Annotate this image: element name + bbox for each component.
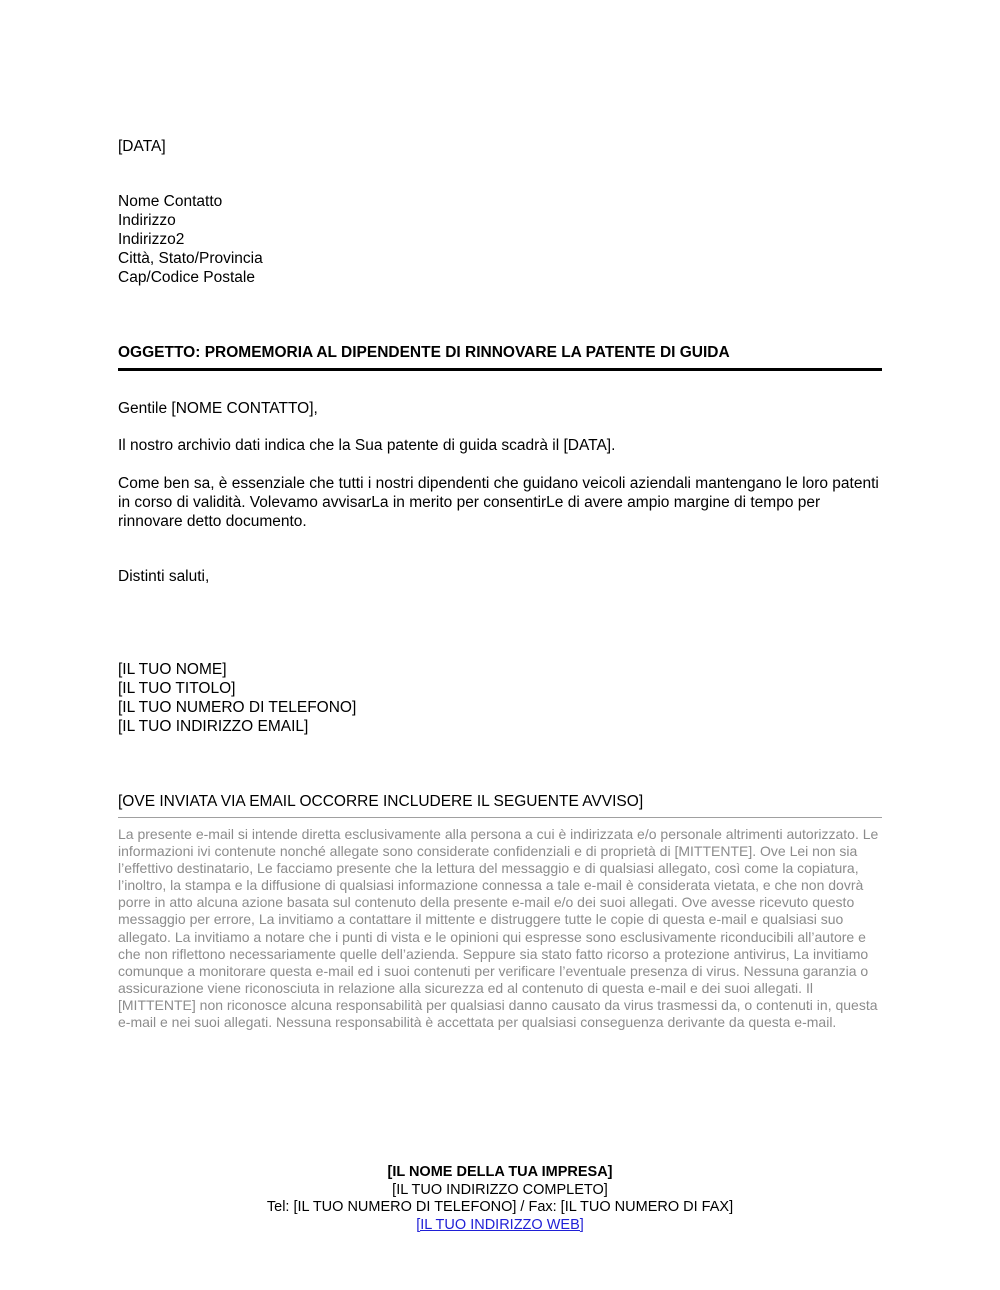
- body-paragraph-1: Il nostro archivio dati indica che la Sua patente di guida scadrà il [DATA].: [118, 437, 616, 454]
- letter-date: [DATA]: [118, 138, 166, 155]
- subject-divider: [118, 368, 882, 371]
- signature-block: [118, 660, 882, 736]
- email-disclaimer: La presente e-mail si intende diretta esclusivamente alla persona a cui è indirizzata e/o personale altrimenti autorizzato. Le informazioni ivi contenute nonché allegate sono considerate confidenziali e di proprietà di [MITTENTE]. Ove Lei non sia l’effettivo destinatario, Le facciamo presente che la lettura del messaggio e di qualsiasi allegato, così come la copiatura, l’inoltro, la stampa e la diffusione di qualsiasi informazione connessa a tale e-mail è considerata vietata, e che non dovrà porre in atto alcuna azione basata sul contenuto della presente e-mail e/o dei suoi allegati. Ove avesse ricevuto questo messaggio per errore, La invitiamo a contattare il mittente e distruggere tutte le copie di questa e-mail e qualsiasi suo allegato. La invitiamo a notare che i punti di vista e le opinioni qui espresse sono esclusivamente riconducibili all’autore e che non riflettono necessariamente quelle dell’azienda. Seppure sia stato fatto ricorso a protezione antivirus, La invitiamo comunque a monitorare questa e-mail ed i suoi contenuti per verificare l’eventuale presenza di virus. Nessuna garanzia o assicurazione viene riconosciuta in relazione alla sicurezza ed al contenuto di questa e-mail e dei suoi allegati. Il [MITTENTE] non riconosce alcuna responsabilità per qualsiasi danno causato da virus trasmessi da, o contenuti in, questa e-mail e nei suoi allegati. Nessuna responsabilità è accettata per qualsiasi conseguenza derivante da questa e-mail.: [118, 826, 879, 1031]
- company-footer: [0, 1164, 1000, 1234]
- signature-email: [IL TUO INDIRIZZO EMAIL]: [118, 718, 309, 735]
- signature-title: [IL TUO TITOLO]: [118, 680, 236, 697]
- recipient-city-state: Città, Stato/Provincia: [118, 250, 263, 267]
- recipient-address-line1: Indirizzo: [118, 212, 176, 229]
- subject-line: OGGETTO: PROMEMORIA AL DIPENDENTE DI RINNOVARE LA PATENTE DI GUIDA: [118, 344, 730, 361]
- footer-website-link[interactable]: [IL TUO INDIRIZZO WEB]: [416, 1216, 584, 1233]
- recipient-name: Nome Contatto: [118, 193, 223, 210]
- footer-address: [IL TUO INDIRIZZO COMPLETO]: [392, 1181, 608, 1198]
- footer-company-name: [IL NOME DELLA TUA IMPRESA]: [387, 1164, 613, 1180]
- footer-contact: Tel: [IL TUO NUMERO DI TELEFONO] / Fax: [IL TUO NUMERO DI FAX]: [266, 1199, 734, 1215]
- closing: Distinti saluti,: [118, 568, 210, 585]
- recipient-address: [118, 192, 882, 287]
- recipient-postal-code: Cap/Codice Postale: [118, 269, 255, 286]
- notice-divider: [118, 817, 882, 818]
- email-notice-title: [OVE INVIATA VIA EMAIL OCCORRE INCLUDERE IL SEGUENTE AVVISO]: [118, 793, 644, 810]
- recipient-address-line2: Indirizzo2: [118, 231, 185, 248]
- signature-name: [IL TUO NOME]: [118, 661, 227, 678]
- signature-phone: [IL TUO NUMERO DI TELEFONO]: [118, 699, 357, 716]
- greeting: Gentile [NOME CONTATTO],: [118, 400, 318, 417]
- body-paragraph-2: Come ben sa, è essenziale che tutti i nostri dipendenti che guidano veicoli aziendali mantengano le loro patenti in corso di validità. Volevamo avvisarLa in merito per consentirLe di avere ampio margine di tempo per rinnovare detto documento.: [118, 475, 879, 530]
